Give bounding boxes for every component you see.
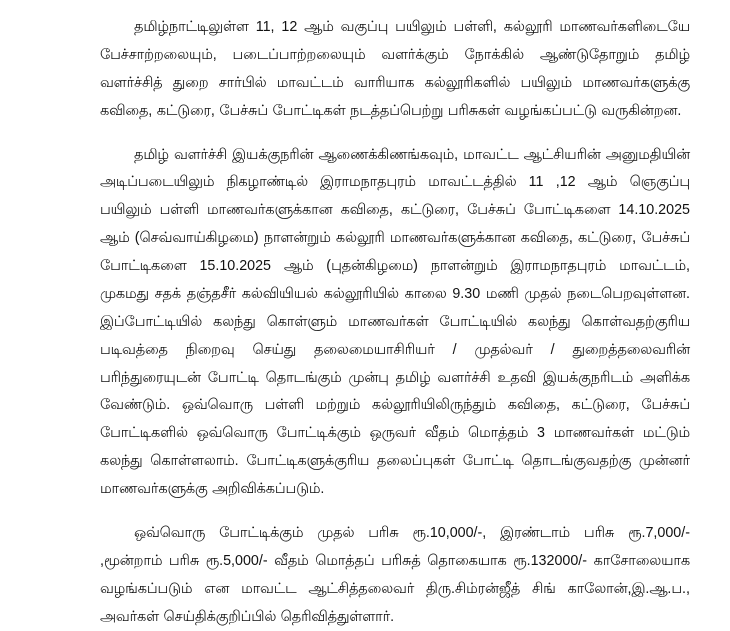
paragraph-1: [100, 14, 690, 126]
paragraph-3: [100, 520, 690, 631]
paragraph-2-text: தமிழ் வளர்ச்சி இயக்குநரின் ஆணைக்கிணங்கவும், மாவட்ட ஆட்சியரின் அனுமதியின் அடிப்படையிலும் நிகழாண்டில் இராமநாதபுரம் மாவட்டத்தில் 11 ,12 ஆம் ஞெகுப்பு பயிலும் பள்ளி மாணவர்களுக்கான கவிதை, கட்டுரை, பேச்சுப் போட்டிகளை 14.10.2025 ஆம் (செவ்வாய்கிழமை) நாளன்றும் கல்லூரி மாணவர்களுக்கான கவிதை, கட்டுரை, பேச்சுப் போட்டிகளை 15.10.2025 ஆம் (புதன்கிழமை) நாளன்றும் இராமநாதபுரம் மாவட்டம், முகமது சதக் தஞ்தசீர் கல்வியியல் கல்லூரியில் காலை 9.30 மணி முதல் நடைபெறவுள்ளன. இப்போட்டியில் கலந்து கொள்ளும் மாணவர்கள் போட்டியில் கலந்து கொள்வதற்குரிய படிவத்தை நிறைவு செய்து தலைமையாசிரியர் / முதல்வர் / துறைத்தலைவரின் பரிந்துரையுடன் போட்டி தொடங்கும் முன்பு தமிழ் வளர்ச்சி உதவி இயக்குநரிடம் அளிக்க வேண்டும். ஒவ்வொரு பள்ளி மற்றும் கல்லூரியிலிருந்தும் கவிதை, கட்டுரை, பேச்சுப் போட்டிகளில் ஒவ்வொரு போட்டிக்கும் ஒருவர் வீதம் மொத்தம் 3 மாணவர்கள் மட்டும் கலந்து கொள்ளலாம். போட்டிகளுக்குரிய தலைப்புகள் போட்டி தொடங்குவதற்கு முன்னர் மாணவர்களுக்கு அறிவிக்கப்படும்.: [100, 146, 690, 497]
paragraph-2: [100, 142, 690, 504]
paragraph-3-text: ஒவ்வொரு போட்டிக்கும் முதல் பரிசு ரூ.10,000/-, இரண்டாம் பரிசு ரூ.7,000/- ,மூன்றாம் பரிசு ரூ.5,000/- வீதம் மொத்தப் பரிசுத் தொகையாக ரூ.132000/- காசோலையாக வழங்கப்படும் என மாவட்ட ஆட்சித்தலைவர் திரு.சிம்ரன்ஜீத் சிங் காலோன்,இ.ஆ.ப., அவர்கள் செய்திக்குறிப்பில் தெரிவித்துள்ளார்.: [100, 524, 690, 625]
paragraph-1-text: தமிழ்நாட்டிலுள்ள 11, 12 ஆம் வகுப்பு பயிலும் பள்ளி, கல்லூரி மாணவர்களிடையே பேச்சாற்றலையும், படைப்பாற்றலையும் வளர்க்கும் நோக்கில் ஆண்டுதோறும் தமிழ் வளர்ச்சித் துறை சார்பில் மாவட்டம் வாரியாக கல்லூரிகளில் பயிலும் மாணவர்களுக்கு கவிதை, கட்டுரை, பேச்சுப் போட்டிகள் நடத்தப்பெற்று பரிசுகள் வழங்கப்பட்டு வருகின்றன.: [100, 19, 690, 119]
